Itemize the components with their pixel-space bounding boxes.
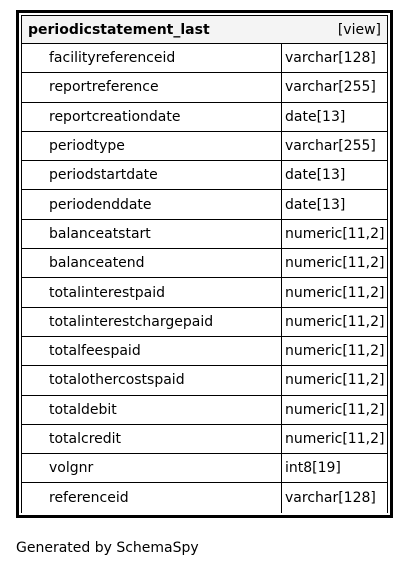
column-row [22, 425, 387, 454]
column-row [22, 73, 387, 102]
column-type: date[13] [285, 196, 346, 213]
column-type: numeric[11,2] [285, 343, 385, 360]
column-name: reportcreationdate [22, 103, 282, 131]
column-name: volgnr [22, 454, 282, 482]
column-row [22, 44, 387, 73]
footer-text: Generated by SchemaSpy [16, 540, 199, 556]
column-name: totalfeespaid [22, 337, 282, 365]
table-title: periodicstatement_last [28, 21, 210, 38]
column-type: varchar[255] [285, 138, 376, 155]
table-header [22, 16, 387, 44]
column-row [22, 103, 387, 132]
table-node [16, 10, 393, 518]
column-type: varchar[128] [285, 50, 376, 67]
column-type: date[13] [285, 167, 346, 184]
column-name: reportreference [22, 73, 282, 101]
column-type: int8[19] [285, 460, 341, 477]
column-name: totalinterestpaid [22, 278, 282, 306]
column-type: varchar[128] [285, 490, 376, 507]
column-row [22, 132, 387, 161]
column-name: totalcredit [22, 425, 282, 453]
column-row [22, 396, 387, 425]
column-name: balanceatstart [22, 220, 282, 248]
column-name: totalinterestchargepaid [22, 308, 282, 336]
column-name: referenceid [22, 483, 282, 512]
column-type: date[13] [285, 108, 346, 125]
column-name: periodenddate [22, 190, 282, 218]
column-row [22, 308, 387, 337]
column-type: numeric[11,2] [285, 225, 385, 242]
column-row [22, 454, 387, 483]
column-type: numeric[11,2] [285, 431, 385, 447]
column-name: totalothercostspaid [22, 366, 282, 394]
column-row [22, 190, 387, 219]
column-name: balanceatend [22, 249, 282, 277]
table-kind: [view] [337, 21, 381, 38]
column-row [22, 161, 387, 190]
column-row [22, 483, 387, 512]
column-type: numeric[11,2] [285, 401, 385, 418]
column-row [22, 249, 387, 278]
column-name: totaldebit [22, 396, 282, 424]
column-row [22, 278, 387, 307]
column-name: periodtype [22, 132, 282, 160]
column-list [22, 44, 387, 513]
table-inner [21, 15, 388, 513]
column-type: numeric[11,2] [285, 313, 385, 330]
column-row [22, 366, 387, 395]
column-type: varchar[255] [285, 79, 376, 96]
column-row [22, 220, 387, 249]
column-type: numeric[11,2] [285, 284, 385, 301]
column-name: facilityreferenceid [22, 44, 282, 72]
column-type: numeric[11,2] [285, 372, 385, 389]
column-type: numeric[11,2] [285, 255, 385, 272]
column-row [22, 337, 387, 366]
column-name: periodstartdate [22, 161, 282, 189]
